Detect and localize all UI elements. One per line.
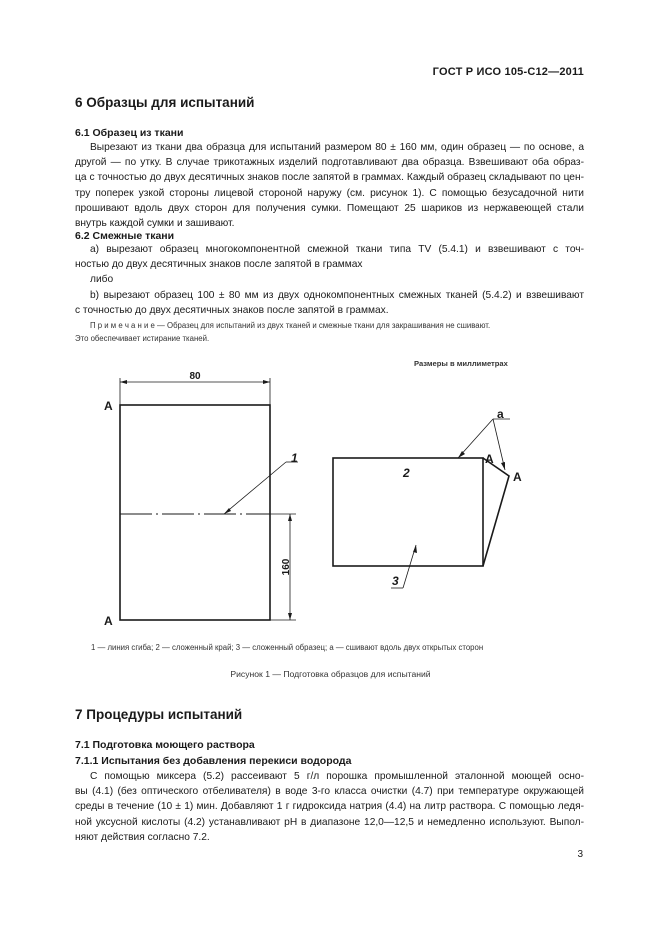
callout-2: 2 — [403, 466, 410, 480]
page-number: 3 — [577, 849, 583, 860]
callout-3: 3 — [392, 574, 399, 588]
note-line: Это обеспечивает истирание тканей. — [75, 334, 210, 343]
section-7-1-1-title: 7.1.1 Испытания без добавления перекиси водорода — [75, 755, 352, 767]
list-item-b: b) вырезают образец 100 ± 80 мм из двух однокомпонентных смежных тканей (5.4.2) и взвешивают — [90, 289, 584, 301]
text-line: внутрь каждой сумки и зашивают. — [75, 218, 235, 230]
callout-a: a — [497, 407, 504, 421]
section-6-2-title: 6.2 Смежные ткани — [75, 230, 175, 242]
text-line: ной уксусной кислоты (4.2) устанавливают pH в диапазоне 12,0—12,5 и немедленно используют. Выпол- — [75, 816, 584, 828]
text-line: С помощью миксера (5.2) рассеивают 5 г/л порошка промышленной эталонной моющей осно- — [90, 771, 584, 782]
text-line: вы (4.1) (без оптического отбеливателя) в воде 3-го класса очистки (4.7) при температуре окружающей — [75, 786, 584, 798]
note-line: П р и м е ч а н и е — Образец для испытаний из двух тканей и смежные ткани для закрашивания не сшивают. — [90, 321, 491, 330]
text-line: Вырезают из ткани два образца для испытаний размером 80 ± 160 мм, один образец — по основе, а — [90, 142, 584, 153]
list-item-a: а) вырезают образец многокомпонентной смежной ткани типа TV (5.4.1) и взвешивают с точ- — [90, 244, 584, 255]
section-6-1-title: 6.1 Образец из ткани — [75, 127, 184, 139]
text-line: тру поперек узкой стороны лицевой стороной наружу (см. рисунок 1). С помощью безусадочной нити — [75, 187, 584, 199]
figure-1-diagram — [90, 368, 540, 628]
section-7-title: 7 Процедуры испытаний — [75, 707, 243, 722]
height-label: 160 — [281, 558, 292, 576]
section-7-1-1-text — [75, 769, 584, 845]
leader-1 — [224, 462, 286, 514]
text-line: среды в течение (10 ± 1) мин. Добавляют 1 г гидроксида натрия (4.4) на литр раствора. С помощью ледя- — [75, 801, 584, 813]
document-header: ГОСТ Р ИСО 105-С12—2011 — [432, 66, 584, 78]
text-line: няют действия согласно 7.2. — [75, 831, 210, 843]
text-line: ностью до двух десятичных знаков после запятой в граммах — [75, 259, 363, 271]
section-6-2-text — [75, 242, 584, 318]
or-text: либо — [90, 274, 114, 286]
corner-label-a: A — [104, 399, 113, 413]
section-6-title: 6 Образцы для испытаний — [75, 95, 255, 110]
corner-label-a: A — [104, 614, 113, 628]
note — [75, 319, 584, 345]
text-line: прошивают вдоль двух сторон для получения сумки. Помещают 25 шариков из нержавеющей стали — [75, 202, 584, 214]
width-label: 80 — [189, 371, 201, 382]
text-line: другой — по утку. В случае трикотажных изделий подготавливают два образца. Взвешивают оба образ- — [75, 157, 584, 169]
corner-label-a: A — [485, 452, 494, 466]
section-6-1-text — [75, 140, 584, 231]
folded-edge — [483, 458, 509, 566]
section-7-1-title: 7.1 Подготовка моющего раствора — [75, 739, 255, 751]
callout-1: 1 — [291, 451, 298, 465]
units-label: Размеры в миллиметрах — [414, 359, 508, 368]
text-line: с точностью до двух десятичных знаков после запятой в граммах. — [75, 304, 389, 316]
unfolded-specimen — [120, 405, 270, 620]
text-line: ца с точностью до двух десятичных знаков после запятой в граммах. Каждый образец складывают по цен- — [75, 172, 584, 184]
figure-legend: 1 — линия сгиба; 2 — сложенный край; 3 — сложенный образец; а — сшивают вдоль двух открытых сторон — [91, 643, 484, 652]
figure-caption: Рисунок 1 — Подготовка образцов для испытаний — [230, 669, 431, 679]
corner-label-a: A — [513, 470, 522, 484]
